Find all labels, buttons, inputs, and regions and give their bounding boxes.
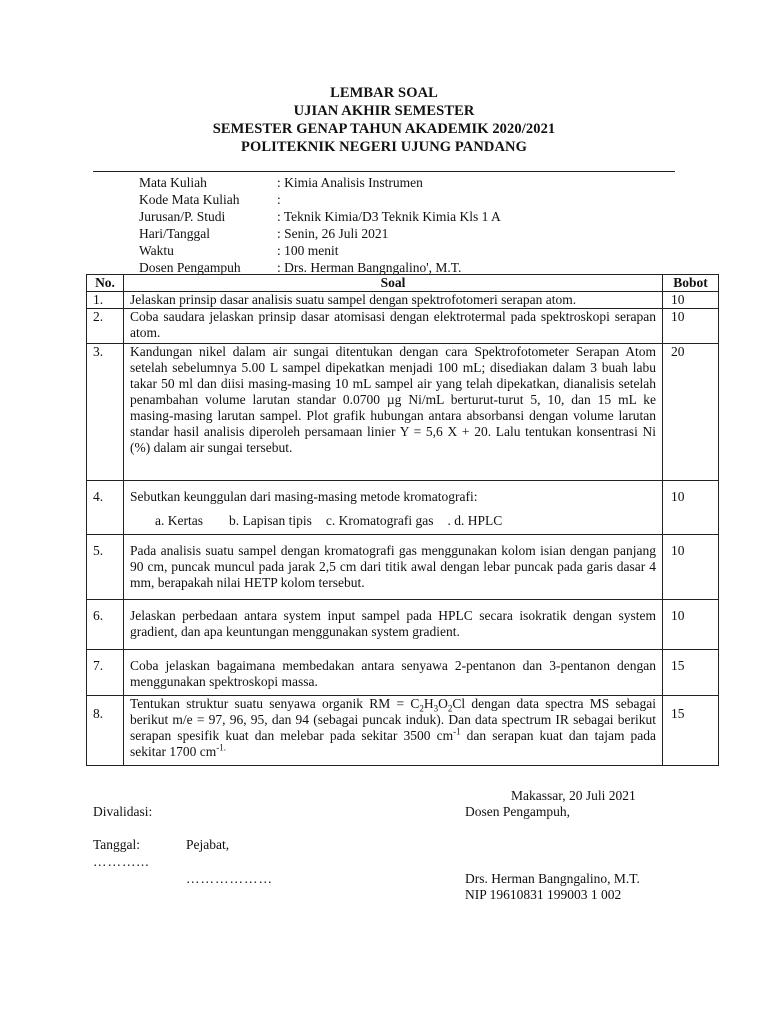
question-weight: 10 xyxy=(663,600,719,650)
question-weight: 10 xyxy=(663,535,719,600)
info-label: Kode Mata Kuliah xyxy=(139,192,240,207)
option-list xyxy=(130,513,656,529)
info-value: : Teknik Kimia/D3 Teknik Kimia Kls 1 A xyxy=(277,209,501,224)
question-weight: 15 xyxy=(663,650,719,696)
option-item: b. Lapisan tipis xyxy=(228,513,312,528)
table-row xyxy=(87,535,719,600)
column-header-soal: Soal xyxy=(124,275,663,292)
question-number: 8. xyxy=(87,696,124,766)
header-title: LEMBAR SOAL xyxy=(330,85,438,101)
table-row xyxy=(87,309,719,344)
info-value: : Senin, 26 Juli 2021 xyxy=(277,226,389,241)
text-part: Cl dengan data spectra MS sebagai berikut m/e = 97, 96, 95, dan 94 (sebagai puncak induk). Dan data spectrum IR sebagai berikut serapan spesifik kuat dan melebar pada sekitar 3500 cm xyxy=(130,696,656,743)
subscript: 2 xyxy=(419,703,424,714)
info-value: : xyxy=(277,192,281,207)
info-label: Jurusan/P. Studi xyxy=(139,209,226,224)
question-text: Coba saudara jelaskan prinsip dasar atomisasi dengan elektrotermal pada spektroskopi serapan atom. xyxy=(124,309,663,344)
text-part: H xyxy=(423,696,434,711)
question-number: 4. xyxy=(87,481,124,535)
info-value: : Kimia Analisis Instrumen xyxy=(277,175,423,190)
info-row-code xyxy=(139,191,501,208)
question-table xyxy=(86,274,719,766)
date-blank: ………... xyxy=(93,854,150,869)
question-text: Pada analisis suatu sampel dengan kromatografi gas menggunakan kolom isian dengan panjang 90 cm, puncak muncul pada jarak 2,5 cm dari titik awal dengan lebar puncak pada garis dasar 4 mm, berapakah nilai HETP kolom tersebut. xyxy=(124,535,663,600)
subscript: 2 xyxy=(447,703,453,714)
info-value: : 100 menit xyxy=(277,243,339,258)
info-label: Hari/Tanggal xyxy=(139,226,211,241)
text-part: dan serapan kuat dan tajam pada sekitar 1700 cm xyxy=(130,728,657,759)
info-row-time xyxy=(139,242,501,259)
question-cell xyxy=(124,481,663,535)
info-row-department xyxy=(139,208,501,225)
lecturer-name: Drs. Herman Bangngalino, M.T. xyxy=(465,871,640,886)
question-weight: 10 xyxy=(663,309,719,344)
question-weight: 10 xyxy=(663,292,719,309)
document-header xyxy=(0,84,768,156)
header-divider xyxy=(93,171,675,172)
option-item: c. Kromatografi gas xyxy=(325,513,434,528)
question-weight: 20 xyxy=(663,344,719,481)
table-row xyxy=(87,481,719,535)
header-institution: POLITEKNIK NEGERI UJUNG PANDANG xyxy=(240,139,527,155)
text-part: Tentukan struktur suatu senyawa organik RM = C xyxy=(130,696,420,711)
table-row xyxy=(87,292,719,309)
info-row-course xyxy=(139,174,501,191)
text-part: O xyxy=(438,696,448,711)
course-info xyxy=(139,174,501,276)
info-row-date xyxy=(139,225,501,242)
subscript: 3 xyxy=(433,703,439,714)
superscript: -1. xyxy=(216,742,226,753)
column-header-bobot: Bobot xyxy=(663,275,719,292)
header-exam: UJIAN AKHIR SEMESTER xyxy=(293,103,475,119)
question-text: Sebutkan keunggulan dari masing-masing metode kromatografi: xyxy=(130,489,478,504)
table-row xyxy=(87,696,719,766)
info-label: Dosen Pengampuh xyxy=(139,260,241,275)
question-text: Coba jelaskan bagaimana membedakan antara senyawa 2-pentanon dan 3-pentanon dengan menggunakan spektroskopi massa. xyxy=(124,650,663,696)
table-row xyxy=(87,344,719,481)
question-number: 2. xyxy=(87,309,124,344)
question-weight: 15 xyxy=(663,696,719,766)
place-date: Makassar, 20 Juli 2021 xyxy=(511,788,636,803)
header-semester: SEMESTER GENAP TAHUN AKADEMIK 2020/2021 xyxy=(212,121,556,137)
info-label: Mata Kuliah xyxy=(139,175,207,190)
table-row xyxy=(87,650,719,696)
question-text: Jelaskan perbedaan antara system input sampel pada HPLC secara isokratik dengan system gradient, dan apa keuntungan menggunakan system gradient. xyxy=(124,600,663,650)
official-blank: ……………… xyxy=(186,871,273,886)
question-number: 6. xyxy=(87,600,124,650)
question-number: 7. xyxy=(87,650,124,696)
date-label: Tanggal: xyxy=(93,837,141,852)
option-item: a. Kertas xyxy=(155,513,203,528)
question-text: Jelaskan prinsip dasar analisis suatu sampel dengan spektrofotomeri serapan atom. xyxy=(124,292,663,309)
table-row xyxy=(87,600,719,650)
superscript: -1 xyxy=(453,726,461,737)
lecturer-label: Dosen Pengampuh, xyxy=(465,804,570,819)
column-header-no: No. xyxy=(87,275,124,292)
validation-label: Divalidasi: xyxy=(93,804,153,819)
question-number: 1. xyxy=(87,292,124,309)
lecturer-nip: NIP 19610831 199003 1 002 xyxy=(465,887,622,902)
question-weight: 10 xyxy=(663,481,719,535)
question-number: 3. xyxy=(87,344,124,481)
option-item: . d. HPLC xyxy=(447,513,503,528)
question-text xyxy=(124,696,663,766)
question-number: 5. xyxy=(87,535,124,600)
question-text: Kandungan nikel dalam air sungai ditentukan dengan cara Spektrofotometer Serapan Atom setelah sebelumnya 5.00 L sampel dipekatkan menjadi 100 mL; disediakan dalam 3 buah labu takar 50 ml dan diisi masing-masing 10 mL sampel air yang telah dipekatkan, dianalisis setelah penambahan volume larutan standar 0.0700 µg Ni/mL berturut-turut 5, 10, dan 15 mL ke masing-masing larutan sampel. Plot grafik hubungan antara absorbansi dengan volume larutan standar hasil analisis diperoleh persamaan linier Y = 5,6 X + 20. Lalu tentukan konsentrasi Ni (%) dalam air sungai tersebut. xyxy=(124,344,663,481)
info-label: Waktu xyxy=(139,243,174,258)
official-label: Pejabat, xyxy=(186,837,230,852)
info-value: : Drs. Herman Bangngalino', M.T. xyxy=(277,260,462,275)
table-header-row xyxy=(87,275,719,292)
